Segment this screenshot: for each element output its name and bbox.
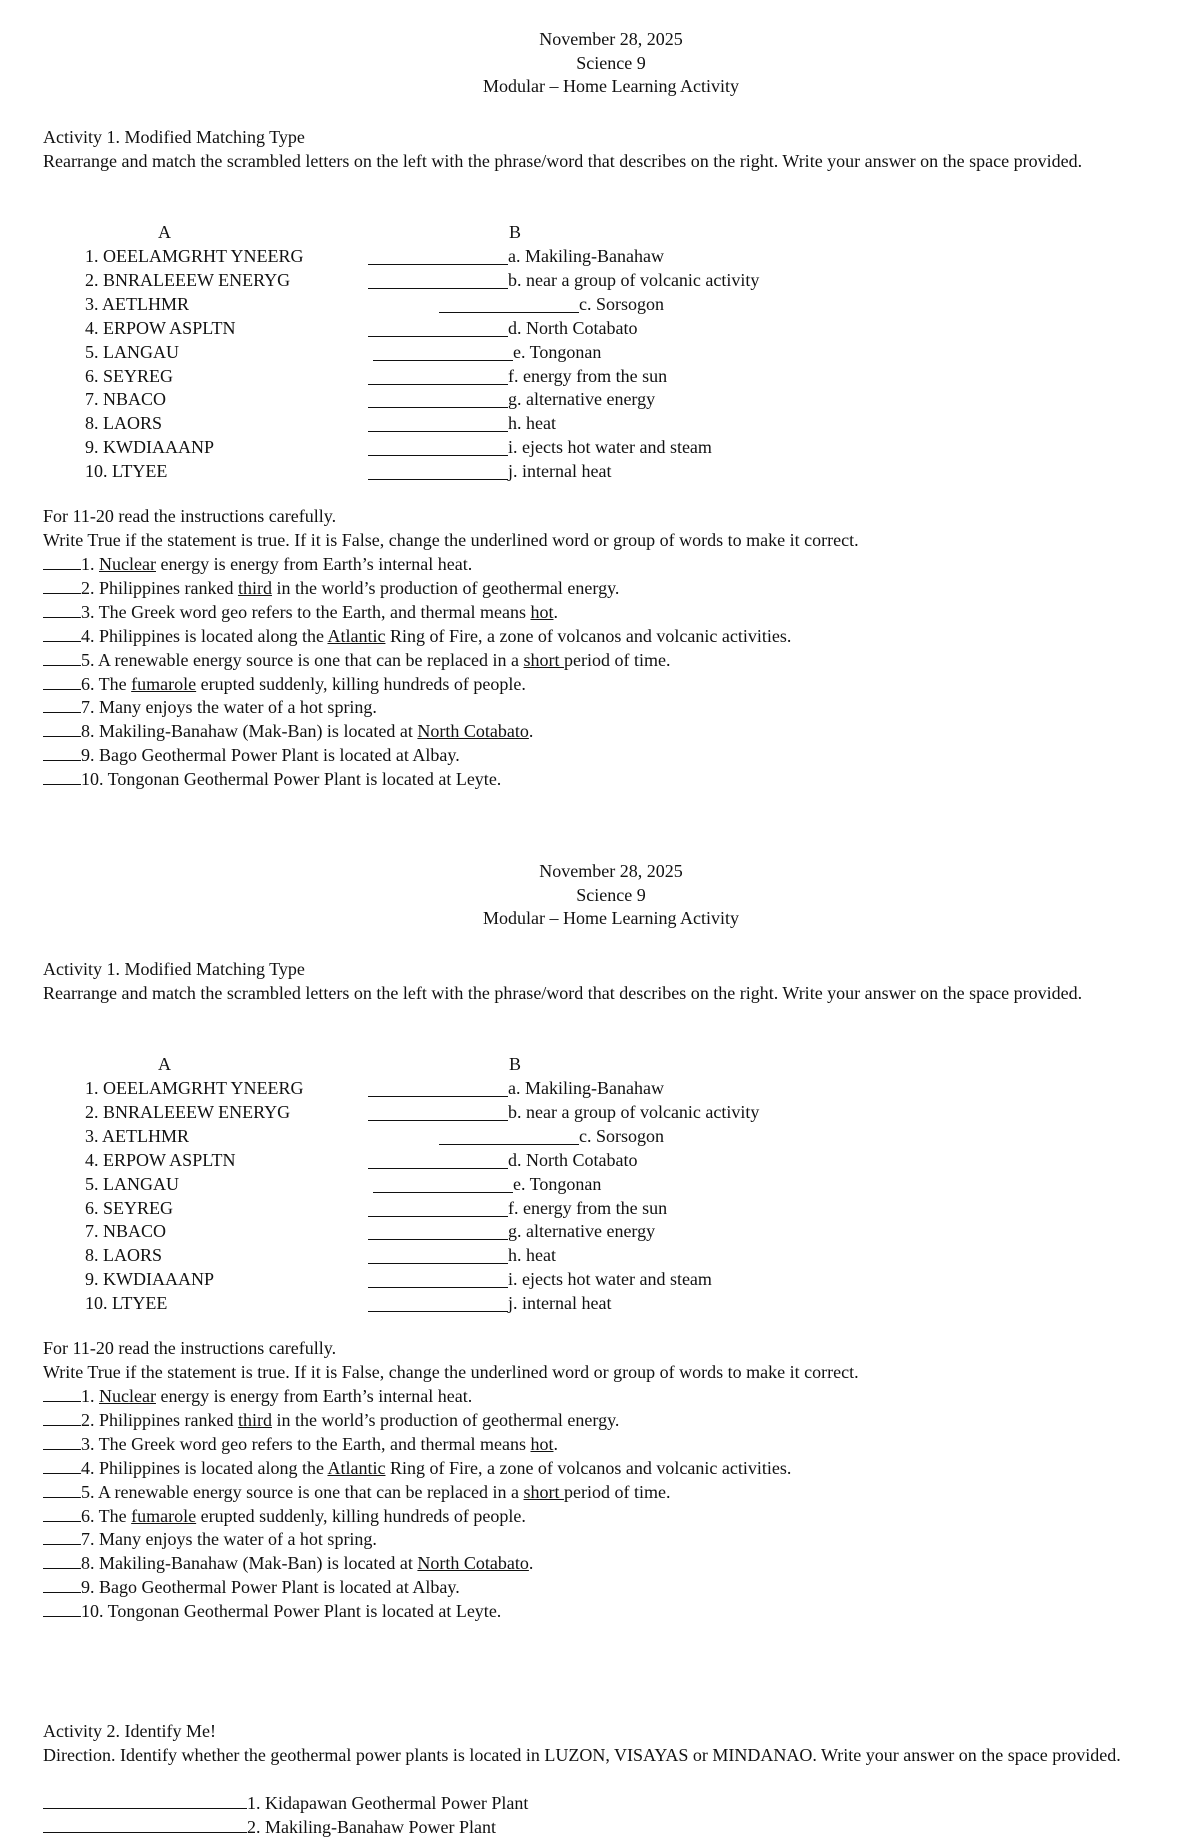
answer-blank[interactable] — [373, 1175, 513, 1193]
identify-item-text: 2. Makiling-Banahaw Power Plant — [247, 1817, 496, 1837]
header — [0, 28, 1200, 99]
true-false-item — [43, 720, 533, 744]
underlined-term: short — [523, 1481, 564, 1502]
description: e. Tongonan — [513, 1173, 602, 1194]
true-false-item — [43, 1552, 533, 1576]
part2-intro: For 11-20 read the instructions carefully. — [43, 506, 337, 526]
statement-text: erupted suddenly, killing hundreds of people. — [196, 1505, 526, 1526]
true-false-item — [43, 577, 619, 601]
scrambled-word: 6. SEYREG — [85, 365, 174, 386]
answer-blank[interactable] — [368, 319, 508, 337]
description: d. North Cotabato — [508, 317, 638, 338]
statement-text: 9. Bago Geothermal Power Plant is located at Albay. — [81, 1577, 460, 1598]
answer-blank[interactable] — [43, 577, 81, 594]
scrambled-word: 2. BNRALEEEW ENERYG — [85, 269, 291, 290]
statement-text: . — [553, 1433, 559, 1454]
answer-blank[interactable] — [43, 1552, 81, 1569]
true-false-item — [43, 1457, 791, 1481]
true-false-item — [43, 1576, 460, 1600]
answer-blank[interactable] — [43, 1576, 81, 1593]
header-subject: Science 9 — [576, 884, 646, 905]
scrambled-word: 1. OEELAMGRHT YNEERG — [85, 1078, 304, 1098]
description: a. Makiling-Banahaw — [508, 1078, 664, 1098]
col-a-header: A — [158, 1054, 171, 1074]
answer-blank[interactable] — [368, 1270, 508, 1288]
true-false-item — [43, 649, 670, 673]
true-false-item — [43, 601, 558, 625]
answer-blank[interactable] — [368, 247, 508, 265]
scrambled-word: 7. NBACO — [85, 389, 167, 410]
header-date: November 28, 2025 — [539, 861, 683, 881]
statement-text: Ring of Fire, a zone of volcanos and volcanic activities. — [385, 1457, 792, 1478]
scrambled-word: 8. LAORS — [85, 413, 163, 434]
answer-blank[interactable] — [368, 462, 508, 480]
col-b-header: B — [509, 222, 522, 242]
answer-blank[interactable] — [43, 649, 81, 666]
header-subject: Science 9 — [576, 52, 646, 73]
underlined-term: hot — [530, 1433, 554, 1454]
scrambled-word: 6. SEYREG — [85, 1197, 174, 1218]
underlined-term: Nuclear — [99, 554, 156, 574]
statement-text: 8. Makiling-Banahaw (Mak-Ban) is located at — [81, 721, 418, 742]
true-false-item — [43, 744, 460, 768]
true-false-item — [43, 1600, 501, 1624]
scrambled-word: 10. LTYEE — [85, 461, 168, 482]
statement-text: in the world’s production of geothermal energy. — [271, 577, 620, 598]
description: d. North Cotabato — [508, 1149, 638, 1170]
statement-text: . — [528, 721, 534, 742]
scrambled-word: 9. KWDIAAANP — [85, 1269, 214, 1290]
answer-blank[interactable] — [373, 343, 513, 361]
description: f. energy from the sun — [508, 1197, 668, 1218]
identify-item — [43, 1815, 496, 1840]
description: j. internal heat — [508, 1293, 612, 1314]
scrambled-word: 1. OEELAMGRHT YNEERG — [85, 246, 304, 266]
answer-blank[interactable] — [43, 1457, 81, 1474]
statement-text: energy is energy from Earth’s internal heat. — [155, 554, 473, 574]
description: e. Tongonan — [513, 341, 602, 362]
statement-text: 10. Tongonan Geothermal Power Plant is located at Leyte. — [81, 769, 502, 790]
activity1-instructions: Rearrange and match the scrambled letters on the left with the phrase/word that describes on the right. Write your answer on the space provided. — [43, 151, 1083, 171]
statement-text: 1. — [81, 554, 99, 574]
answer-blank[interactable] — [43, 1433, 81, 1450]
header-title: Modular – Home Learning Activity — [483, 908, 739, 929]
header-title: Modular – Home Learning Activity — [483, 76, 739, 97]
statement-text: 6. The — [81, 1505, 132, 1526]
description: i. ejects hot water and steam — [508, 1269, 712, 1290]
answer-blank[interactable] — [43, 1815, 247, 1833]
underlined-term: short — [523, 649, 564, 670]
statement-text: in the world’s production of geothermal energy. — [271, 1409, 620, 1430]
true-false-item — [43, 553, 472, 577]
answer-blank[interactable] — [368, 1199, 508, 1217]
description: b. near a group of volcanic activity — [508, 269, 760, 290]
statement-text: Ring of Fire, a zone of volcanos and volcanic activities. — [385, 625, 792, 646]
answer-blank[interactable] — [368, 390, 508, 408]
answer-blank[interactable] — [43, 1528, 81, 1545]
description: j. internal heat — [508, 461, 612, 482]
scrambled-word: 3. AETLHMR — [85, 293, 190, 314]
true-false-item — [43, 1528, 377, 1552]
underlined-term: third — [237, 577, 272, 598]
part2-instructions: Write True if the statement is true. If it is False, change the underlined word or group of words to make it correct. — [43, 1362, 859, 1382]
answer-blank[interactable] — [43, 625, 81, 642]
answer-blank[interactable] — [368, 271, 508, 289]
statement-text: . — [553, 601, 559, 622]
part2-intro: For 11-20 read the instructions carefully. — [43, 1338, 337, 1358]
activity2-title: Activity 2. Identify Me! — [43, 1721, 216, 1741]
answer-blank[interactable] — [368, 367, 508, 385]
underlined-term: North Cotabato — [417, 1553, 529, 1574]
statement-text: 2. Philippines ranked — [81, 577, 238, 598]
statement-text: 7. Many enjoys the water of a hot spring. — [81, 697, 377, 718]
description: h. heat — [508, 413, 556, 434]
underlined-term: Atlantic — [327, 625, 386, 646]
description: c. Sorsogon — [579, 1125, 664, 1146]
scrambled-word: 4. ERPOW ASPLTN — [85, 317, 236, 338]
description: a. Makiling-Banahaw — [508, 246, 664, 266]
statement-text: 2. Philippines ranked — [81, 1409, 238, 1430]
statement-text: 5. A renewable energy source is one that can be replaced in a — [81, 649, 524, 670]
scrambled-word: 3. AETLHMR — [85, 1125, 190, 1146]
statement-text: 6. The — [81, 673, 132, 694]
answer-blank[interactable] — [43, 1481, 81, 1498]
statement-text: 3. The Greek word geo refers to the Earth, and thermal means — [81, 1433, 531, 1454]
answer-blank[interactable] — [43, 696, 81, 713]
answer-blank[interactable] — [368, 1222, 508, 1240]
scrambled-word: 5. LANGAU — [85, 1173, 179, 1194]
statement-text: 1. — [81, 1386, 99, 1406]
col-a-header: A — [158, 222, 171, 242]
answer-blank[interactable] — [368, 1079, 508, 1097]
underlined-term: Nuclear — [99, 1386, 156, 1406]
identify-item-text: 1. Kidapawan Geothermal Power Plant — [247, 1793, 529, 1813]
statement-text: period of time. — [564, 649, 671, 670]
scrambled-word: 10. LTYEE — [85, 1293, 168, 1314]
description: h. heat — [508, 1245, 556, 1266]
header — [0, 860, 1200, 931]
statement-text: 4. Philippines is located along the — [81, 1457, 328, 1478]
header-date: November 28, 2025 — [539, 29, 683, 49]
statement-text: 9. Bago Geothermal Power Plant is located at Albay. — [81, 745, 460, 766]
activity1-title: Activity 1. Modified Matching Type — [43, 959, 305, 979]
underlined-term: Atlantic — [327, 1457, 386, 1478]
true-false-item — [43, 696, 377, 720]
scrambled-word: 9. KWDIAAANP — [85, 437, 214, 458]
underlined-term: North Cotabato — [417, 721, 529, 742]
answer-blank[interactable] — [439, 295, 579, 313]
answer-blank[interactable] — [43, 1385, 81, 1402]
scrambled-word: 7. NBACO — [85, 1221, 167, 1242]
statement-text: 4. Philippines is located along the — [81, 625, 328, 646]
true-false-item — [43, 1409, 619, 1433]
statement-text: period of time. — [564, 1481, 671, 1502]
description: b. near a group of volcanic activity — [508, 1101, 760, 1122]
scrambled-word: 4. ERPOW ASPLTN — [85, 1149, 236, 1170]
description: c. Sorsogon — [579, 293, 664, 314]
col-b-header: B — [509, 1054, 522, 1074]
answer-blank[interactable] — [368, 1294, 508, 1312]
statement-text: 3. The Greek word geo refers to the Earth, and thermal means — [81, 601, 531, 622]
statement-text: 5. A renewable energy source is one that can be replaced in a — [81, 1481, 524, 1502]
true-false-item — [43, 1433, 558, 1457]
part2-instructions: Write True if the statement is true. If it is False, change the underlined word or group of words to make it correct. — [43, 530, 859, 550]
answer-blank[interactable] — [43, 553, 81, 570]
activity2-direction: Direction. Identify whether the geothermal power plants is located in LUZON, VISAYAS or MINDANAO. Write your answer on the space provided. — [43, 1745, 1121, 1765]
scrambled-word: 5. LANGAU — [85, 341, 179, 362]
activity1-instructions: Rearrange and match the scrambled letters on the left with the phrase/word that describes on the right. Write your answer on the space provided. — [43, 983, 1083, 1003]
description: f. energy from the sun — [508, 365, 668, 386]
true-false-item — [43, 1481, 670, 1505]
statement-text: energy is energy from Earth’s internal heat. — [155, 1386, 473, 1406]
answer-blank[interactable] — [43, 768, 81, 785]
description: g. alternative energy — [508, 1221, 656, 1242]
scrambled-word: 2. BNRALEEEW ENERYG — [85, 1101, 291, 1122]
answer-blank[interactable] — [43, 673, 81, 690]
statement-text: . — [528, 1553, 534, 1574]
answer-blank[interactable] — [43, 1409, 81, 1426]
answer-blank[interactable] — [43, 1505, 81, 1522]
answer-blank[interactable] — [439, 1127, 579, 1145]
answer-blank[interactable] — [43, 720, 81, 737]
answer-blank[interactable] — [43, 1791, 247, 1809]
scrambled-word: 8. LAORS — [85, 1245, 163, 1266]
true-false-item — [43, 673, 526, 697]
statement-text: 10. Tongonan Geothermal Power Plant is located at Leyte. — [81, 1601, 502, 1622]
underlined-term: fumarole — [131, 673, 197, 694]
underlined-term: hot — [530, 601, 554, 622]
true-false-item — [43, 1505, 526, 1529]
statement-text: 8. Makiling-Banahaw (Mak-Ban) is located at — [81, 1553, 418, 1574]
answer-blank[interactable] — [368, 1151, 508, 1169]
answer-blank[interactable] — [43, 601, 81, 618]
true-false-item — [43, 1385, 472, 1409]
underlined-term: third — [237, 1409, 272, 1430]
true-false-item — [43, 625, 791, 649]
underlined-term: fumarole — [131, 1505, 197, 1526]
statement-text: erupted suddenly, killing hundreds of people. — [196, 673, 526, 694]
answer-blank[interactable] — [368, 1103, 508, 1121]
answer-blank[interactable] — [368, 414, 508, 432]
true-false-item — [43, 768, 501, 792]
description: g. alternative energy — [508, 389, 656, 410]
description: i. ejects hot water and steam — [508, 437, 712, 458]
identify-item — [43, 1791, 528, 1816]
statement-text: 7. Many enjoys the water of a hot spring. — [81, 1529, 377, 1550]
answer-blank[interactable] — [43, 1600, 81, 1617]
answer-blank[interactable] — [368, 1246, 508, 1264]
answer-blank[interactable] — [368, 438, 508, 456]
activity1-title: Activity 1. Modified Matching Type — [43, 127, 305, 147]
answer-blank[interactable] — [43, 744, 81, 761]
